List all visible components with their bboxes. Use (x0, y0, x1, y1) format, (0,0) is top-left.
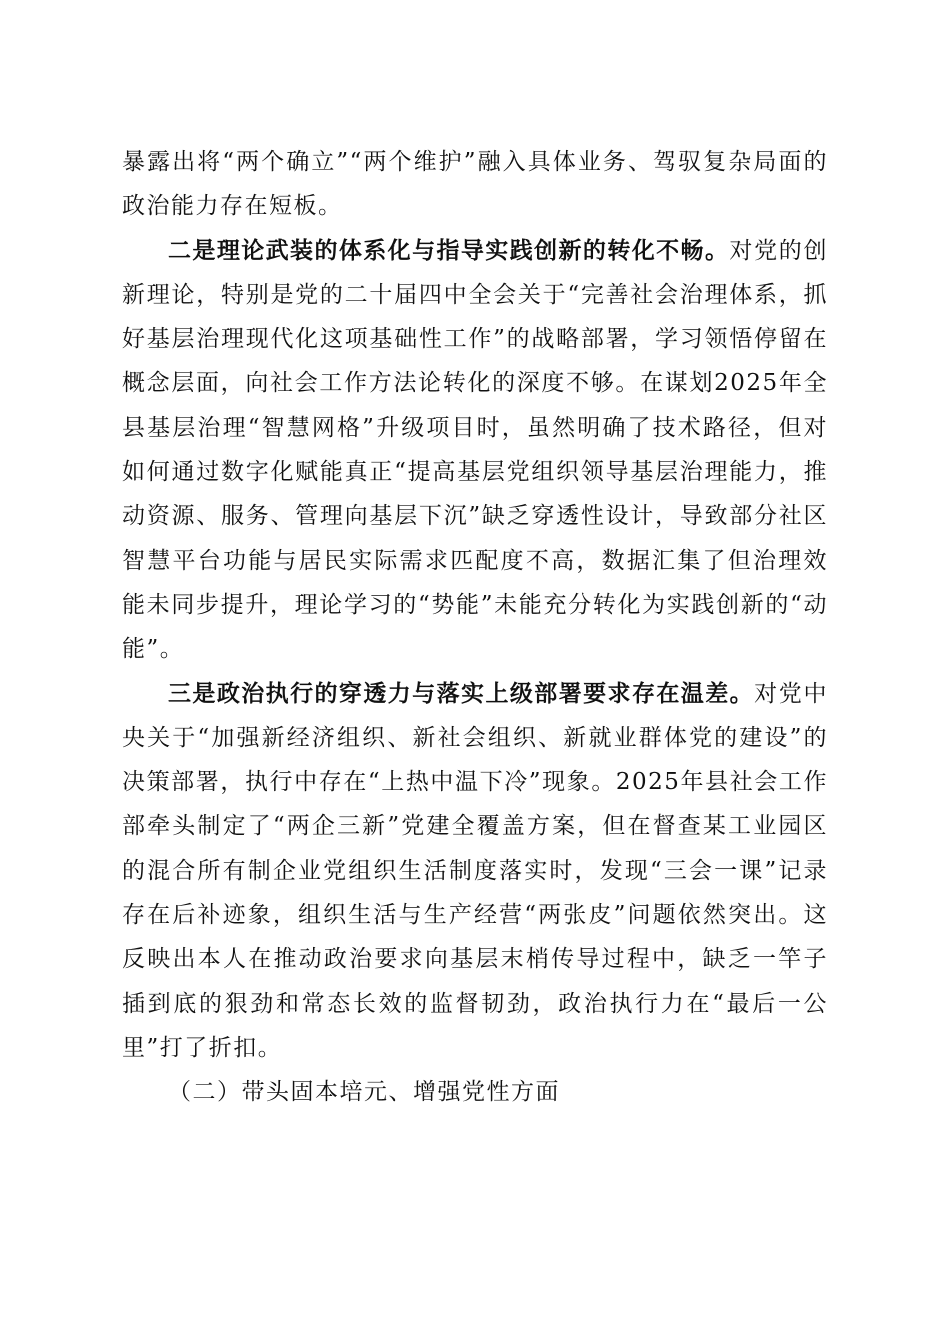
paragraph-lead-heading: 三是政治执行的穿透力与落实上级部署要求存在温差。 (168, 680, 755, 707)
paragraph-political-execution (122, 672, 828, 1071)
paragraph-continuation: 暴露出将“两个确立”“两个维护”融入具体业务、驾驭复杂局面的政治能力存在短板。 (122, 149, 828, 220)
paragraph-body-text: 对党的创新理论，特别是党的二十届四中全会关于“完善社会治理体系，抓好基层治理现代化这项基础性工作”的战略部署，学习领悟停留在概念层面，向社会工作方法论转化的深度不够。在谋划2025年全县基层治理“智慧网格”升级项目时，虽然明确了技术路径，但对如何通过数字化赋能真正“提高基层党组织领导基层治理能力，推动资源、服务、管理向基层下沉”缺乏穿透性设计，导致部分社区智慧平台功能与居民实际需求匹配度不高，数据汇集了但治理效能未同步提升，理论学习的“势能”未能充分转化为实践创新的“动能”。 (122, 237, 828, 663)
document-body (122, 140, 828, 1115)
paragraph-lead-heading: 二是理论武装的体系化与指导实践创新的转化不畅。 (168, 237, 730, 264)
paragraph-theory-study (122, 229, 828, 672)
section-subheading: （二）带头固本培元、增强党性方面 (168, 1079, 560, 1106)
paragraph-body-text: 对党中央关于“加强新经济组织、新社会组织、新就业群体党的建设”的决策部署，执行中存在“上热中温下冷”现象。2025年县社会工作部牵头制定了“两企三新”党建全覆盖方案，但在督查某工业园区的混合所有制企业党组织生活制度落实时，发现“三会一课”记录存在后补迹象，组织生活与生产经营“两张皮”问题依然突出。这反映出本人在推动政治要求向基层末梢传导过程中，缺乏一竿子插到底的狠劲和常态长效的监督韧劲，政治执行力在“最后一公里”打了折扣。 (122, 680, 828, 1061)
